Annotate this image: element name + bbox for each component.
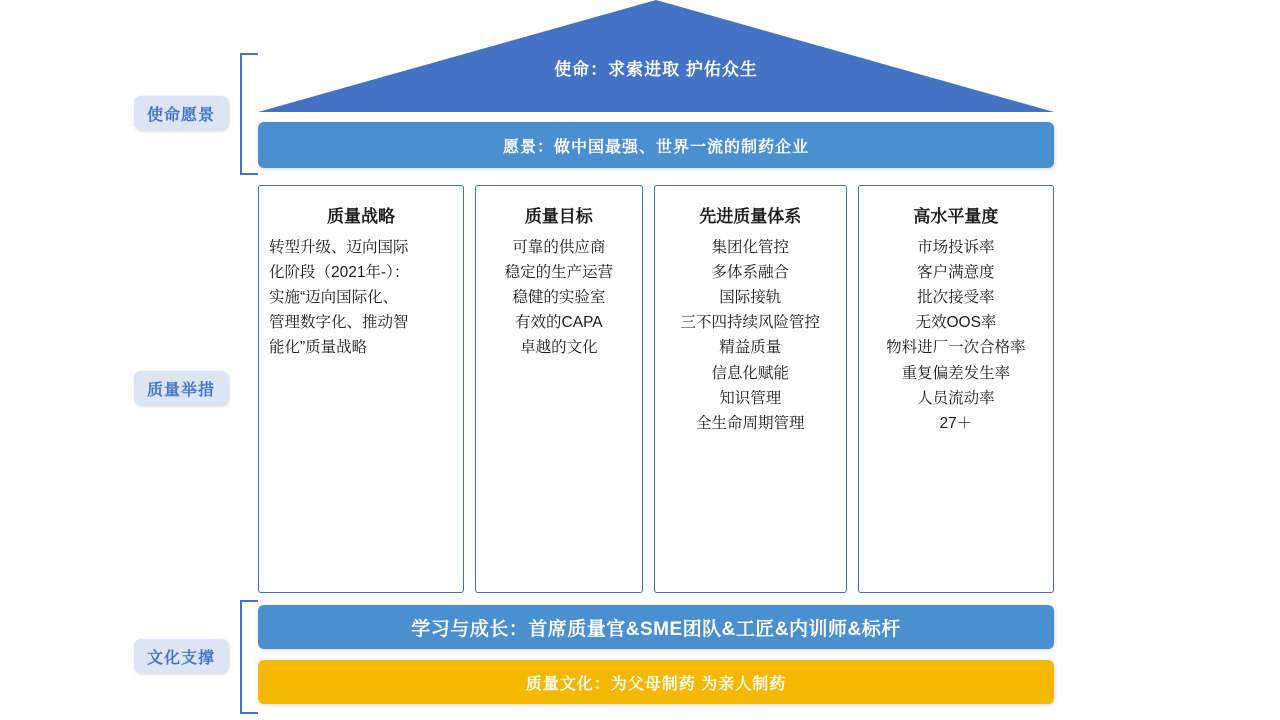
vision-text: 愿景：做中国最强、世界一流的制药企业 <box>502 138 809 156</box>
bracket-culture <box>240 600 258 714</box>
pillar-item: 人员流动率 <box>917 389 995 407</box>
side-label-culture-text: 文化支撑 <box>146 649 215 667</box>
pillar-item: 化阶段（2021年-）： <box>269 264 410 282</box>
pillar-item: 全生命周期管理 <box>695 414 805 432</box>
pillar-body <box>865 235 1047 436</box>
bracket-mission <box>240 53 258 175</box>
pillar-item: 市场投诉率 <box>917 239 995 256</box>
pillar-item: 国际接轨 <box>719 289 782 307</box>
side-label-mission-text: 使命愿景 <box>146 106 215 124</box>
side-label-measures-text: 质量举措 <box>146 381 215 399</box>
pillar-quality-strategy <box>258 185 464 593</box>
pillar-item: 精益质量 <box>719 339 782 357</box>
pillar-item: 物料进厂一次合格率 <box>886 339 1026 357</box>
pillar-body <box>661 235 840 436</box>
quality-culture-bar <box>258 660 1054 704</box>
pillar-item: 能化”质量战略 <box>269 339 368 357</box>
side-label-culture-support <box>134 639 228 673</box>
pillar-high-level-metrics <box>858 185 1054 593</box>
pillar-item: 管理数字化、推动智 <box>269 314 409 332</box>
quality-culture-text: 质量文化：为父母制药 为亲人制药 <box>525 675 787 693</box>
pillar-item: 转型升级、迈向国际 <box>269 239 409 256</box>
pillars-container <box>258 185 1054 593</box>
pillar-item: 可靠的供应商 <box>512 239 606 256</box>
pillar-item: 批次接受率 <box>917 289 995 307</box>
pillar-quality-goals <box>475 185 643 593</box>
pillar-body <box>265 235 457 361</box>
pillar-title: 高水平量度 <box>913 207 999 226</box>
pillar-title: 质量目标 <box>524 207 593 226</box>
pillar-item: 稳定的生产运营 <box>504 264 614 282</box>
pillar-item: 知识管理 <box>719 389 782 407</box>
pillar-item: 客户满意度 <box>917 264 995 282</box>
pillar-title: 质量战略 <box>327 207 395 226</box>
pillar-item: 无效OOS率 <box>915 314 997 332</box>
pillar-advanced-quality-system <box>654 185 847 593</box>
pillar-item: 三不四持续风险管控 <box>680 314 820 332</box>
pillar-item: 有效的CAPA <box>515 314 603 332</box>
pillar-item: 卓越的文化 <box>520 339 598 357</box>
pillar-item: 重复偏差发生率 <box>901 364 1011 382</box>
pillar-item: 多体系融合 <box>711 264 789 282</box>
side-label-quality-measures <box>134 371 228 405</box>
learning-and-growth-text: 学习与成长：首席质量官&SME团队&工匠&内训师&标杆 <box>411 618 901 640</box>
pillar-item: 实施“迈向国际化、 <box>269 289 399 307</box>
pillar-item: 稳健的实验室 <box>512 289 606 307</box>
pillar-item: 27＋ <box>939 414 973 432</box>
pillar-body <box>482 235 636 361</box>
pillar-title: 先进质量体系 <box>699 207 802 226</box>
vision-bar <box>258 122 1054 168</box>
learning-and-growth-bar <box>258 605 1054 649</box>
pillar-item: 信息化赋能 <box>711 364 789 382</box>
mission-statement: 使命：求索进取 护佑众生 <box>554 60 758 79</box>
pillar-item: 集团化管控 <box>711 239 789 256</box>
side-label-mission-vision <box>134 96 228 130</box>
